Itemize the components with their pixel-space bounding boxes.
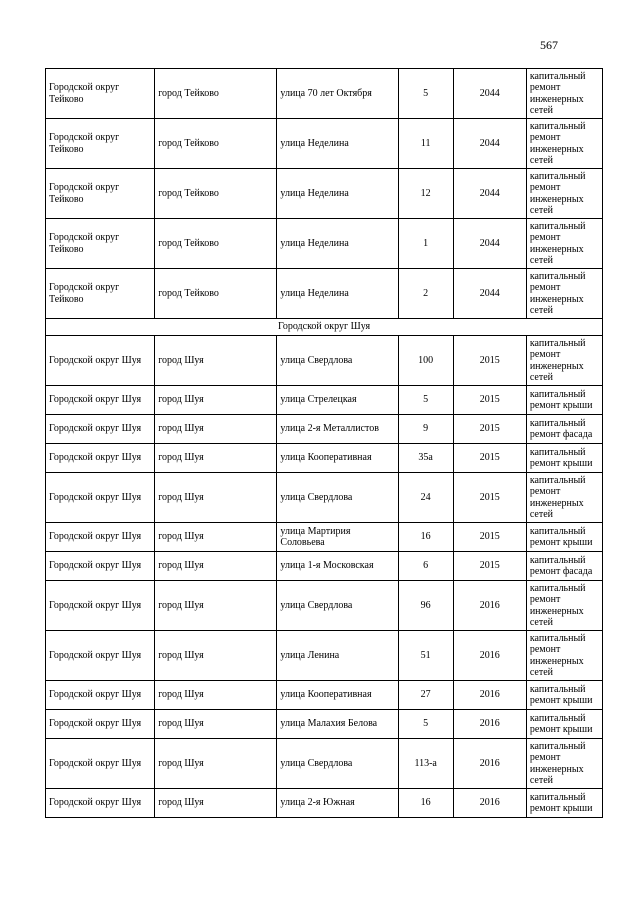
city-cell: город Шуя [155,789,277,818]
table-row [46,789,603,818]
table-row [46,386,603,415]
table-row [46,473,603,523]
year-cell: 2016 [453,739,526,789]
repair-registry-table [45,68,603,818]
okrug-cell: Городской округ Шуя [46,581,155,631]
city-cell: город Тейково [155,169,277,219]
street-cell: улица Ленина [277,631,398,681]
city-cell: город Шуя [155,681,277,710]
page-number: 567 [540,38,558,52]
repair-type-cell: капитальный ремонт крыши [526,386,602,415]
year-cell: 2044 [453,69,526,119]
table-row [46,69,603,119]
year-cell: 2016 [453,581,526,631]
year-cell: 2044 [453,219,526,269]
street-cell: улица 70 лет Октября [277,69,398,119]
table-row [46,219,603,269]
okrug-cell: Городской округ Шуя [46,710,155,739]
table-row [46,552,603,581]
street-cell: улица Кооперативная [277,444,398,473]
okrug-cell: Городской округ Шуя [46,444,155,473]
city-cell: город Шуя [155,336,277,386]
table-row [46,681,603,710]
year-cell: 2015 [453,473,526,523]
house-number-cell: 11 [398,119,453,169]
house-number-cell: 16 [398,523,453,552]
house-number-cell: 5 [398,386,453,415]
repair-type-cell: капитальный ремонт инженерных сетей [526,269,602,319]
year-cell: 2044 [453,119,526,169]
city-cell: город Шуя [155,386,277,415]
okrug-cell: Городской округ Шуя [46,473,155,523]
year-cell: 2015 [453,415,526,444]
city-cell: город Шуя [155,415,277,444]
table-row [46,269,603,319]
street-cell: улица Неделина [277,219,398,269]
house-number-cell: 5 [398,710,453,739]
group-header-cell: Городской округ Шуя [46,319,603,336]
group-header-row [46,319,603,336]
street-cell: улица Свердлова [277,336,398,386]
city-cell: город Шуя [155,523,277,552]
house-number-cell: 6 [398,552,453,581]
house-number-cell: 96 [398,581,453,631]
street-cell: улица Свердлова [277,473,398,523]
okrug-cell: Городской округ Тейково [46,119,155,169]
okrug-cell: Городской округ Шуя [46,552,155,581]
table-row [46,336,603,386]
okrug-cell: Городской округ Шуя [46,681,155,710]
year-cell: 2044 [453,269,526,319]
year-cell: 2016 [453,710,526,739]
year-cell: 2044 [453,169,526,219]
okrug-cell: Городской округ Тейково [46,269,155,319]
street-cell: улица 2-я Южная [277,789,398,818]
repair-type-cell: капитальный ремонт инженерных сетей [526,631,602,681]
repair-type-cell: капитальный ремонт инженерных сетей [526,119,602,169]
repair-type-cell: капитальный ремонт крыши [526,789,602,818]
city-cell: город Шуя [155,581,277,631]
house-number-cell: 12 [398,169,453,219]
street-cell: улица Малахия Белова [277,710,398,739]
city-cell: город Тейково [155,69,277,119]
repair-type-cell: капитальный ремонт крыши [526,444,602,473]
repair-type-cell: капитальный ремонт крыши [526,523,602,552]
city-cell: город Шуя [155,444,277,473]
year-cell: 2016 [453,789,526,818]
repair-type-cell: капитальный ремонт инженерных сетей [526,581,602,631]
house-number-cell: 2 [398,269,453,319]
table-row [46,523,603,552]
repair-type-cell: капитальный ремонт инженерных сетей [526,169,602,219]
okrug-cell: Городской округ Шуя [46,631,155,681]
street-cell: улица 2-я Металлистов [277,415,398,444]
house-number-cell: 27 [398,681,453,710]
house-number-cell: 35а [398,444,453,473]
repair-type-cell: капитальный ремонт инженерных сетей [526,739,602,789]
repair-type-cell: капитальный ремонт инженерных сетей [526,219,602,269]
house-number-cell: 5 [398,69,453,119]
year-cell: 2015 [453,552,526,581]
street-cell: улица Свердлова [277,581,398,631]
year-cell: 2015 [453,336,526,386]
city-cell: город Шуя [155,710,277,739]
repair-type-cell: капитальный ремонт инженерных сетей [526,336,602,386]
okrug-cell: Городской округ Шуя [46,415,155,444]
city-cell: город Шуя [155,739,277,789]
house-number-cell: 100 [398,336,453,386]
city-cell: город Шуя [155,473,277,523]
teikovo-rows [46,69,603,319]
table-row [46,631,603,681]
city-cell: город Шуя [155,552,277,581]
okrug-cell: Городской округ Шуя [46,523,155,552]
city-cell: город Шуя [155,631,277,681]
house-number-cell: 1 [398,219,453,269]
okrug-cell: Городской округ Шуя [46,789,155,818]
repair-type-cell: капитальный ремонт фасада [526,552,602,581]
street-cell: улица Неделина [277,119,398,169]
city-cell: город Тейково [155,219,277,269]
street-cell: улица Кооперативная [277,681,398,710]
table-row [46,169,603,219]
street-cell: улица Стрелецкая [277,386,398,415]
year-cell: 2016 [453,681,526,710]
repair-type-cell: капитальный ремонт инженерных сетей [526,473,602,523]
okrug-cell: Городской округ Тейково [46,169,155,219]
table-row [46,739,603,789]
house-number-cell: 9 [398,415,453,444]
table-row [46,710,603,739]
repair-type-cell: капитальный ремонт крыши [526,710,602,739]
okrug-cell: Городской округ Шуя [46,336,155,386]
table-row [46,444,603,473]
city-cell: город Тейково [155,119,277,169]
table-row [46,119,603,169]
street-cell: улица 1-я Московская [277,552,398,581]
table-row [46,415,603,444]
street-cell: улица Мартирия Соловьева [277,523,398,552]
street-cell: улица Неделина [277,269,398,319]
table-row [46,581,603,631]
repair-type-cell: капитальный ремонт крыши [526,681,602,710]
okrug-cell: Городской округ Тейково [46,69,155,119]
okrug-cell: Городской округ Тейково [46,219,155,269]
repair-type-cell: капитальный ремонт инженерных сетей [526,69,602,119]
shuya-rows [46,336,603,818]
house-number-cell: 16 [398,789,453,818]
house-number-cell: 113-а [398,739,453,789]
shuya-group-header [46,319,603,336]
year-cell: 2015 [453,444,526,473]
street-cell: улица Неделина [277,169,398,219]
year-cell: 2015 [453,386,526,415]
city-cell: город Тейково [155,269,277,319]
repair-type-cell: капитальный ремонт фасада [526,415,602,444]
house-number-cell: 51 [398,631,453,681]
house-number-cell: 24 [398,473,453,523]
street-cell: улица Свердлова [277,739,398,789]
okrug-cell: Городской округ Шуя [46,739,155,789]
okrug-cell: Городской округ Шуя [46,386,155,415]
year-cell: 2016 [453,631,526,681]
year-cell: 2015 [453,523,526,552]
